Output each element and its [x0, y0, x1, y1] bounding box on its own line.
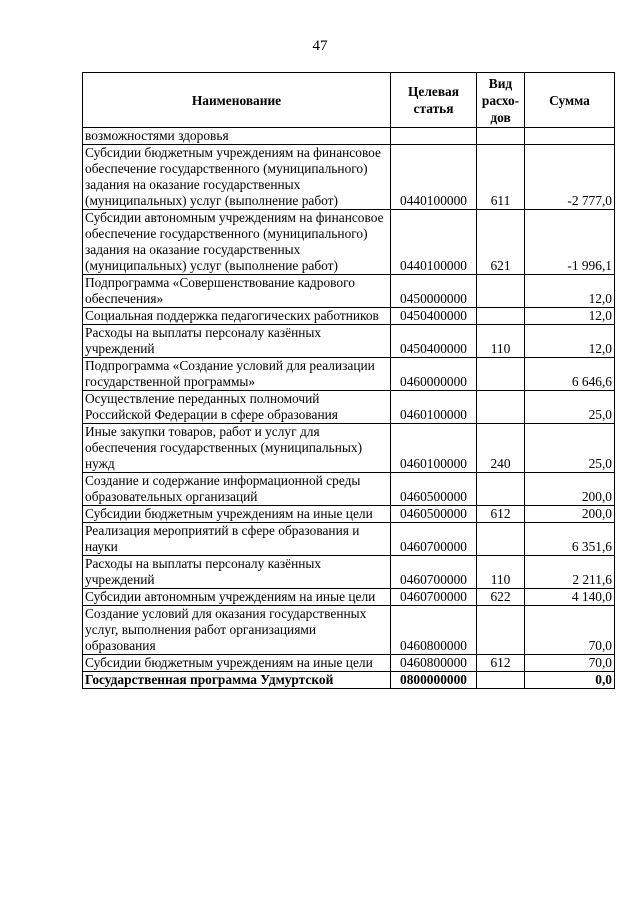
row-sum [525, 128, 615, 145]
row-code: 0460000000 [391, 358, 477, 391]
row-code [391, 128, 477, 145]
row-code: 0450400000 [391, 325, 477, 358]
row-type [477, 275, 525, 308]
table-row [83, 589, 615, 606]
table-row [83, 606, 615, 655]
table-row [83, 424, 615, 473]
row-sum: 70,0 [525, 606, 615, 655]
row-code: 0460500000 [391, 506, 477, 523]
row-type [477, 358, 525, 391]
row-sum: -1 996,1 [525, 210, 615, 275]
row-type: 621 [477, 210, 525, 275]
row-type: 612 [477, 655, 525, 672]
row-sum: 4 140,0 [525, 589, 615, 606]
row-sum: 25,0 [525, 391, 615, 424]
row-name: Субсидии бюджетным учреждениям на иные цели [83, 655, 391, 672]
header-code: Целевая статья [391, 73, 477, 128]
row-sum: 12,0 [525, 275, 615, 308]
row-code: 0460700000 [391, 556, 477, 589]
table-row [83, 210, 615, 275]
row-type [477, 473, 525, 506]
row-type [477, 672, 525, 689]
table-row [83, 358, 615, 391]
row-type [477, 606, 525, 655]
row-sum: 12,0 [525, 325, 615, 358]
table-row [83, 145, 615, 210]
row-name: Подпрограмма «Совершенствование кадрового обеспечения» [83, 275, 391, 308]
row-name: Государственная программа Удмуртской [83, 672, 391, 689]
row-code: 0460700000 [391, 589, 477, 606]
row-code: 0450400000 [391, 308, 477, 325]
row-type [477, 308, 525, 325]
table-row [83, 308, 615, 325]
table-row [83, 473, 615, 506]
row-name: Реализация мероприятий в сфере образования и науки [83, 523, 391, 556]
row-sum: 25,0 [525, 424, 615, 473]
row-type: 240 [477, 424, 525, 473]
header-name: Наименование [83, 73, 391, 128]
table-row [83, 556, 615, 589]
row-type: 110 [477, 556, 525, 589]
row-sum: 200,0 [525, 473, 615, 506]
header-sum: Сумма [525, 73, 615, 128]
row-type [477, 128, 525, 145]
table-row [83, 506, 615, 523]
row-name: Осуществление переданных полномочий Российской Федерации в сфере образования [83, 391, 391, 424]
row-code: 0460800000 [391, 655, 477, 672]
row-code: 0460700000 [391, 523, 477, 556]
row-type: 622 [477, 589, 525, 606]
row-code: 0460100000 [391, 424, 477, 473]
row-code: 0800000000 [391, 672, 477, 689]
row-sum: -2 777,0 [525, 145, 615, 210]
row-type: 110 [477, 325, 525, 358]
table-row [83, 325, 615, 358]
row-name: Подпрограмма «Создание условий для реализации государственной программы» [83, 358, 391, 391]
row-name: Субсидии автономным учреждениям на иные цели [83, 589, 391, 606]
table-row [83, 128, 615, 145]
row-name: Расходы на выплаты персоналу казённых учреждений [83, 556, 391, 589]
row-code: 0440100000 [391, 210, 477, 275]
row-sum: 2 211,6 [525, 556, 615, 589]
row-sum: 12,0 [525, 308, 615, 325]
row-name: Расходы на выплаты персоналу казённых учреждений [83, 325, 391, 358]
row-name: Социальная поддержка педагогических работников [83, 308, 391, 325]
header-type: Вид расхо-дов [477, 73, 525, 128]
table-row [83, 655, 615, 672]
budget-table [82, 72, 615, 689]
table-row [83, 391, 615, 424]
row-sum: 6 646,6 [525, 358, 615, 391]
row-name: Субсидии автономным учреждениям на финансовое обеспечение государственного (муниципального) задания на оказание государственных (муниципальных) услуг (выполнение работ) [83, 210, 391, 275]
row-name: Создание и содержание информационной среды образовательных организаций [83, 473, 391, 506]
row-type: 612 [477, 506, 525, 523]
row-code: 0460100000 [391, 391, 477, 424]
row-type [477, 391, 525, 424]
row-sum: 6 351,6 [525, 523, 615, 556]
row-sum: 70,0 [525, 655, 615, 672]
row-code: 0460800000 [391, 606, 477, 655]
row-code: 0440100000 [391, 145, 477, 210]
row-sum: 200,0 [525, 506, 615, 523]
table-row [83, 523, 615, 556]
row-name: Создание условий для оказания государственных услуг, выполнения работ организациями образования [83, 606, 391, 655]
row-name: Иные закупки товаров, работ и услуг для обеспечения государственных (муниципальных) нужд [83, 424, 391, 473]
row-name: Субсидии бюджетным учреждениям на финансовое обеспечение государственного (муниципального) задания на оказание государственных (муниципальных) услуг (выполнение работ) [83, 145, 391, 210]
row-code: 0450000000 [391, 275, 477, 308]
table-row-program-total [83, 672, 615, 689]
header-row [83, 73, 615, 128]
row-code: 0460500000 [391, 473, 477, 506]
row-sum: 0,0 [525, 672, 615, 689]
row-type [477, 523, 525, 556]
row-name: возможностями здоровья [83, 128, 391, 145]
row-type: 611 [477, 145, 525, 210]
row-name: Субсидии бюджетным учреждениям на иные цели [83, 506, 391, 523]
table-row [83, 275, 615, 308]
page-number: 47 [312, 38, 328, 54]
